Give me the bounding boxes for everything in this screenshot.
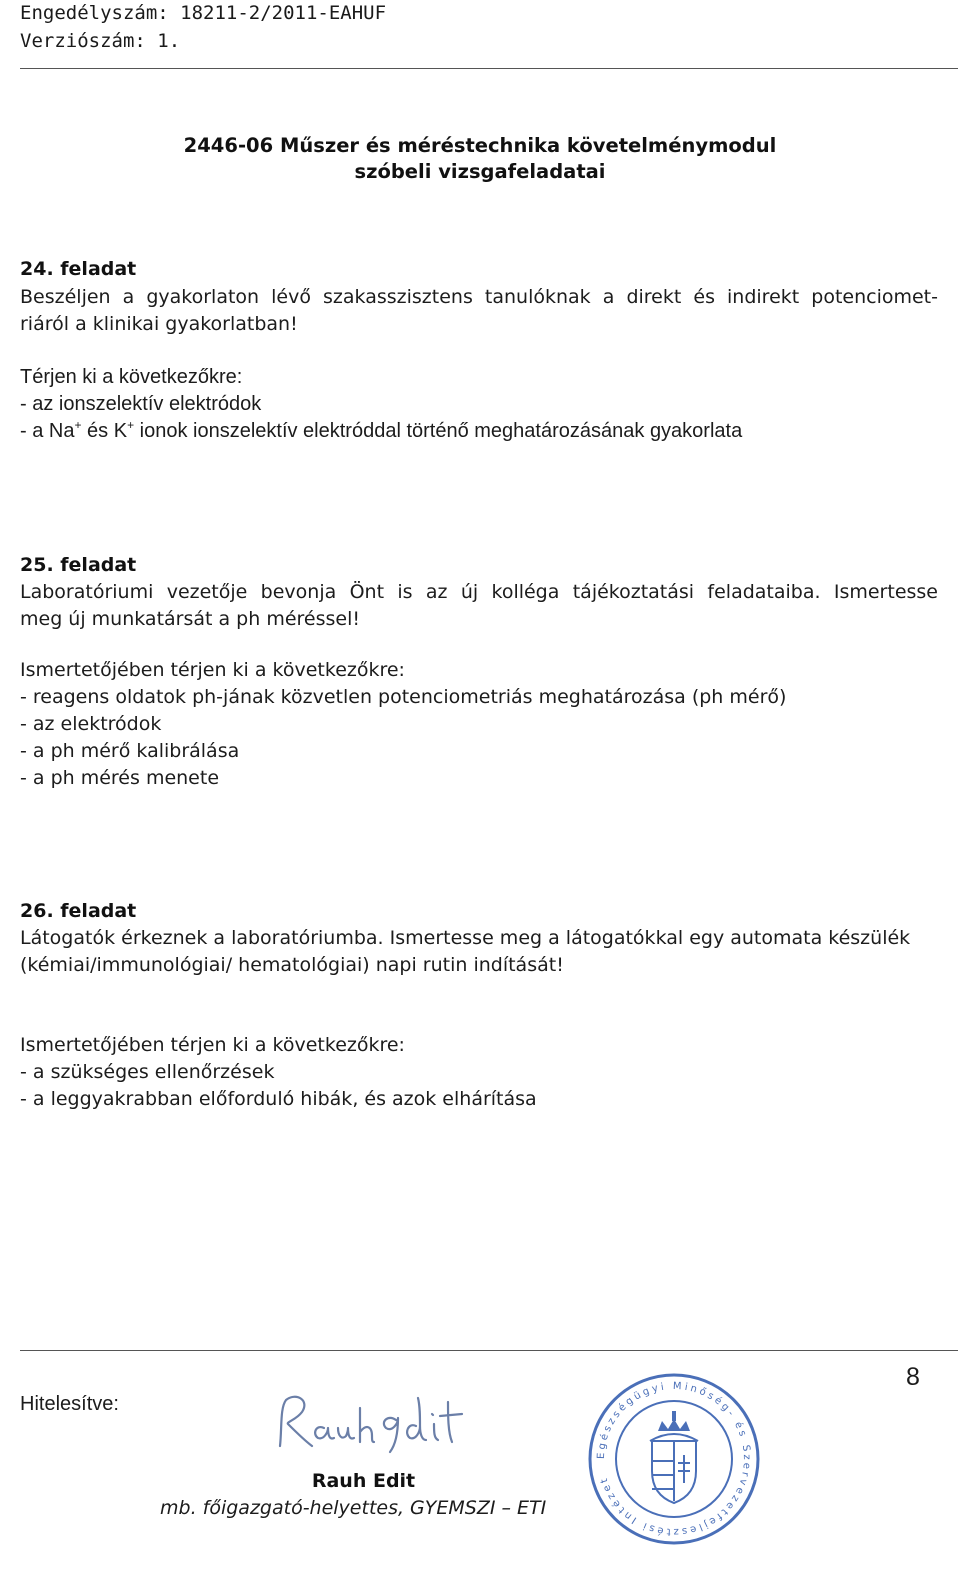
task-25-item-2: - az elektródok [20, 713, 162, 735]
task-26-item-2: - a leggyakrabban előforduló hibák, és azok elhárítása [20, 1088, 537, 1110]
page-number: 8 [906, 1363, 920, 1391]
task-25-heading: 25. feladat [20, 554, 137, 576]
task-25-item-3: - a ph mérő kalibrálása [20, 740, 240, 762]
signer-role: mb. főigazgató-helyettes, GYEMSZI – ETI [160, 1497, 547, 1519]
task-26-body-line-2: (kémiai/immunológiai/ hematológiai) napi rutin indítását! [20, 954, 564, 976]
task-25-body-line-1: Laboratóriumi vezetője bevonja Önt is az új kolléga tájékoztatási feladataiba. Ismertesse [20, 581, 938, 603]
task-24-item-2-part-a: - a Na [20, 420, 75, 442]
task-24-item-2-part-c: ionok ionszelektív elektróddal történő meghatározásának gyakorlata [134, 420, 743, 442]
task-24-item-2-part-b: és K [81, 420, 128, 442]
seal-text: Egészségügyi Minőség- és Szervezetfejlesztési Intézet [595, 1380, 753, 1538]
task-26-heading: 26. feladat [20, 900, 137, 922]
sodium-charge-superscript: + [74, 418, 82, 432]
task-25-item-4: - a ph mérés menete [20, 767, 220, 789]
handwritten-signature [272, 1388, 472, 1458]
potassium-charge-superscript: + [127, 418, 135, 432]
task-26-item-1: - a szükséges ellenőrzések [20, 1061, 275, 1083]
version-number: Verziószám: 1. [20, 30, 181, 52]
task-25-intro: Ismertetőjében térjen ki a következőkre: [20, 659, 405, 681]
task-24-intro: Térjen ki a következőkre: [20, 366, 243, 388]
footer-divider [20, 1350, 958, 1351]
task-24-item-1: - az ionszelektív elektródok [20, 393, 262, 415]
task-24-body-line-1: Beszéljen a gyakorlaton lévő szakasszisztens tanulóknak a direkt és indirekt potenciomet- [20, 286, 938, 308]
task-26-intro: Ismertetőjében térjen ki a következőkre: [20, 1034, 405, 1056]
task-24-heading: 24. feladat [20, 258, 137, 280]
module-title: 2446-06 Műszer és méréstechnika követelménymodul [183, 134, 777, 157]
task-25-item-1: - reagens oldatok ph-jának közvetlen potenciometriás meghatározása (ph mérő) [20, 686, 787, 708]
license-number: Engedélyszám: 18211-2/2011-EAHUF [20, 2, 387, 24]
task-24-body-line-2: riáról a klinikai gyakorlatban! [20, 313, 298, 335]
certified-label: Hitelesítve: [20, 1393, 119, 1415]
task-25-body-line-2: meg új munkatársát a ph méréssel! [20, 608, 360, 630]
header-divider [20, 68, 958, 69]
task-26-body-line-1: Látogatók érkeznek a laboratóriumba. Ismertesse meg a látogatókkal egy automata készülék [20, 927, 911, 949]
task-24-item-2 [20, 420, 742, 443]
module-subtitle: szóbeli vizsgafeladatai [354, 160, 606, 183]
official-seal-icon [586, 1371, 762, 1547]
signer-name: Rauh Edit [311, 1470, 416, 1492]
